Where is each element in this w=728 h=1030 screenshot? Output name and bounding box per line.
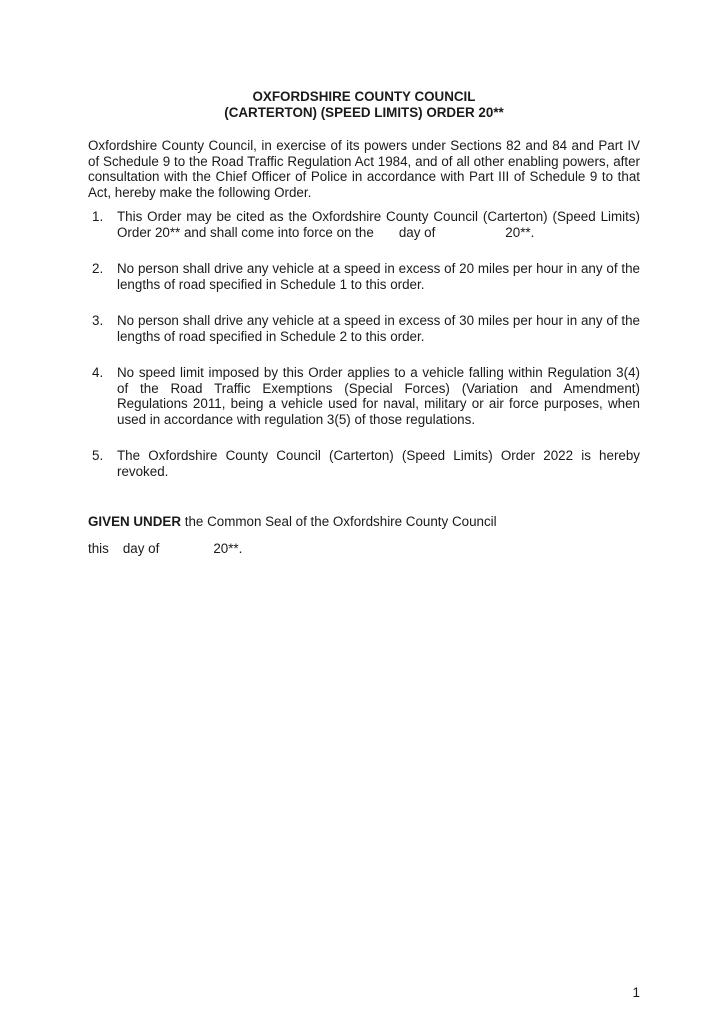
blank-date-month-field (159, 552, 213, 553)
clause-list (88, 209, 640, 479)
clause-5-number: 5. (92, 448, 104, 463)
clause-1-citation-text: This Order may be cited as the Oxfordshire County Council (Carterton) (Speed Limits) Order 20** and shall come into force on the (117, 209, 640, 240)
clause-1-day-of-label: day of (398, 224, 436, 240)
blank-month-field (435, 236, 505, 237)
page-number: 1 (632, 985, 640, 1000)
blank-date-day-field (109, 552, 123, 553)
title-line-2: (CARTERTON) (SPEED LIMITS) ORDER 20** (224, 105, 504, 120)
clause-4-text: No speed limit imposed by this Order applies to a vehicle falling within Regulation 3(4) of the Road Traffic Exemptions (Special Forces) (Variation and Amendment) Regulations 2011, being a vehicle used for naval, military or air force purposes, when used in accordance with regulation 3(5) of those regulations. (117, 365, 640, 427)
date-this-label: this (88, 540, 109, 556)
document-title (88, 89, 640, 121)
seal-line-text: the Common Seal of the Oxfordshire County Council (184, 514, 497, 529)
clause-3-text: No person shall drive any vehicle at a speed in excess of 30 miles per hour in any of the lengths of road specified in Schedule 2 to this order. (117, 313, 640, 344)
document-content (88, 89, 640, 556)
clause-1-year-text: 20**. (505, 224, 535, 240)
clause-3 (88, 313, 640, 344)
clause-4-number: 4. (92, 365, 104, 380)
clause-1-text (117, 209, 640, 240)
clause-1 (88, 209, 640, 240)
given-under-label: GIVEN UNDER (88, 514, 182, 529)
blank-day-field (374, 236, 399, 237)
clause-2-number: 2. (92, 261, 104, 276)
clause-2 (88, 261, 640, 292)
clause-3-number: 3. (92, 313, 104, 328)
date-day-of-label: day of (122, 540, 160, 556)
date-line (88, 541, 640, 557)
clause-5 (88, 448, 640, 479)
date-year-text: 20**. (213, 540, 243, 556)
clause-5-text: The Oxfordshire County Council (Carterton) (Speed Limits) Order 2022 is hereby revoked. (117, 448, 640, 479)
clause-1-number: 1. (92, 209, 104, 224)
seal-line (88, 514, 640, 530)
preamble-paragraph: Oxfordshire County Council, in exercise of its powers under Sections 82 and 84 and Part IV of Schedule 9 to the Road Traffic Regulation Act 1984, and of all other enabling powers, after consultation with the Chief Officer of Police in accordance with Part III of Schedule 9 to that Act, hereby make the following Order. (88, 138, 640, 200)
title-line-1: OXFORDSHIRE COUNTY COUNCIL (252, 89, 476, 104)
clause-4 (88, 365, 640, 427)
clause-2-text: No person shall drive any vehicle at a speed in excess of 20 miles per hour in any of the lengths of road specified in Schedule 1 to this order. (117, 261, 640, 292)
